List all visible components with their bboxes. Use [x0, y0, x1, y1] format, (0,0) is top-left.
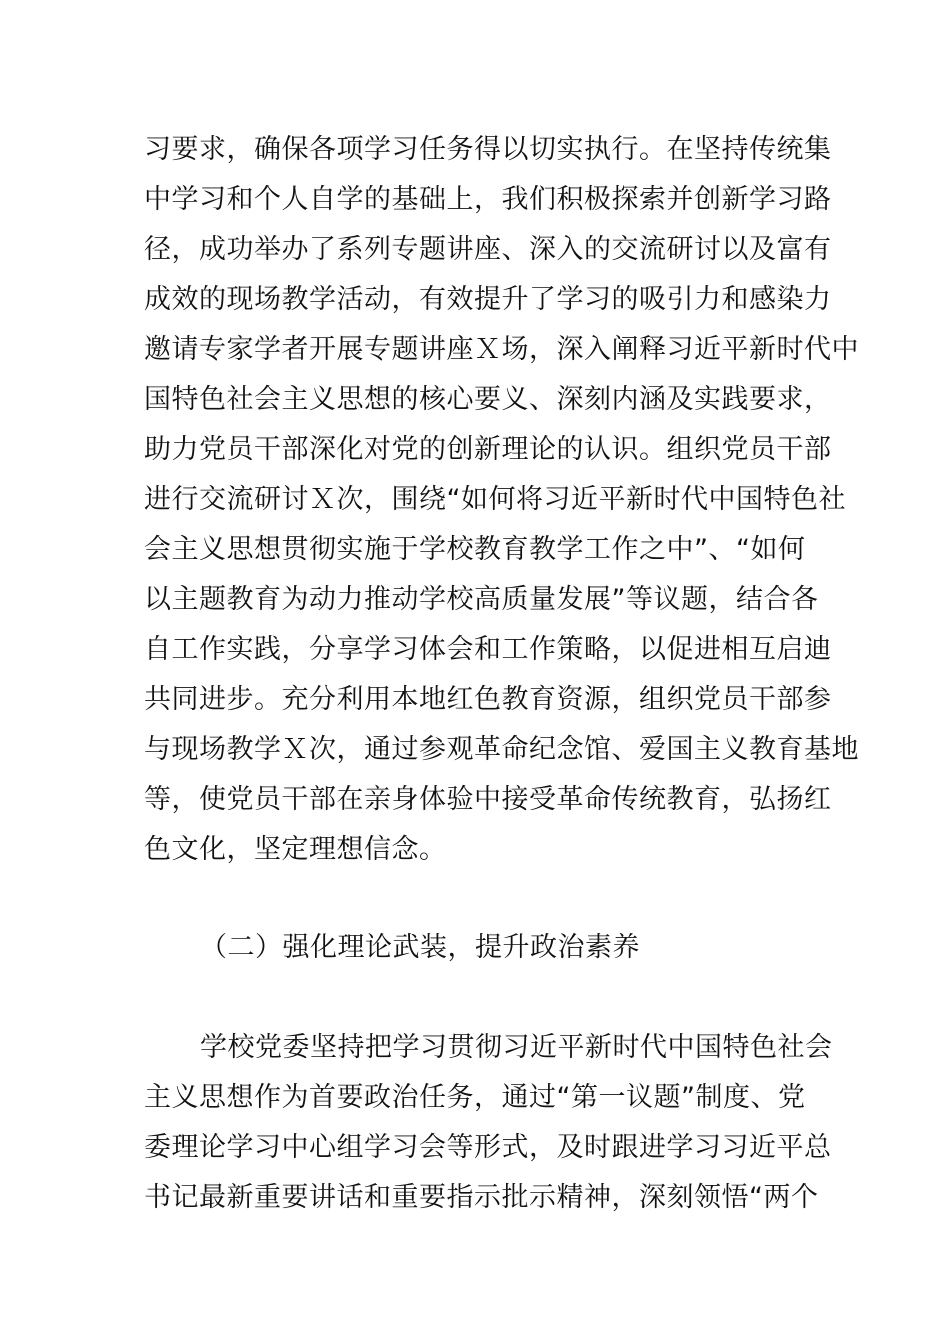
paragraph-line: 自工作实践，分享学习体会和工作策略，以促进相互启迪	[144, 634, 832, 665]
paragraph-line: 共同进步。充分利用本地红色教育资源，组织党员干部参	[144, 684, 832, 715]
paragraph-line: 进行交流研讨Ｘ次，围绕“如何将习近平新时代中国特色社	[144, 484, 846, 515]
paragraph-line: 等，使党员干部在亲身体验中接受革命传统教育，弘扬红	[144, 784, 832, 815]
paragraph-line: 助力党员干部深化对党的创新理论的认识。组织党员干部	[144, 434, 832, 465]
paragraph-line: 书记最新重要讲话和重要指示批示精神，深刻领悟“两个	[144, 1182, 819, 1213]
paragraph-line: 以主题教育为动力推动学校高质量发展”等议题，结合各	[144, 584, 819, 615]
paragraph-line: 国特色社会主义思想的核心要义、深刻内涵及实践要求，	[144, 384, 832, 415]
paragraph-line: 色文化，坚定理想信念。	[144, 834, 447, 865]
paragraph-line: 习要求，确保各项学习任务得以切实执行。在坚持传统集	[144, 134, 832, 165]
paragraph-line: 成效的现场教学活动，有效提升了学习的吸引力和感染力	[144, 284, 832, 315]
paragraph-line: 学校党委坚持把学习贯彻习近平新时代中国特色社会	[200, 1032, 833, 1063]
paragraph-line: 中学习和个人自学的基础上，我们积极探索并创新学习路	[144, 184, 832, 215]
section-heading: （二）强化理论武装，提升政治素养	[200, 932, 640, 963]
paragraph-line: 主义思想作为首要政治任务，通过“第一议题”制度、党	[144, 1082, 806, 1113]
paragraph-line: 邀请专家学者开展专题讲座Ｘ场，深入阐释习近平新时代中	[144, 334, 859, 365]
paragraph-line: 委理论学习中心组学习会等形式，及时跟进学习习近平总	[144, 1132, 832, 1163]
paragraph-line: 与现场教学Ｘ次，通过参观革命纪念馆、爱国主义教育基地	[144, 734, 859, 765]
paragraph-line: 径，成功举办了系列专题讲座、深入的交流研讨以及富有	[144, 234, 832, 265]
paragraph-line: 会主义思想贯彻实施于学校教育教学工作之中”、“如何	[144, 534, 806, 565]
